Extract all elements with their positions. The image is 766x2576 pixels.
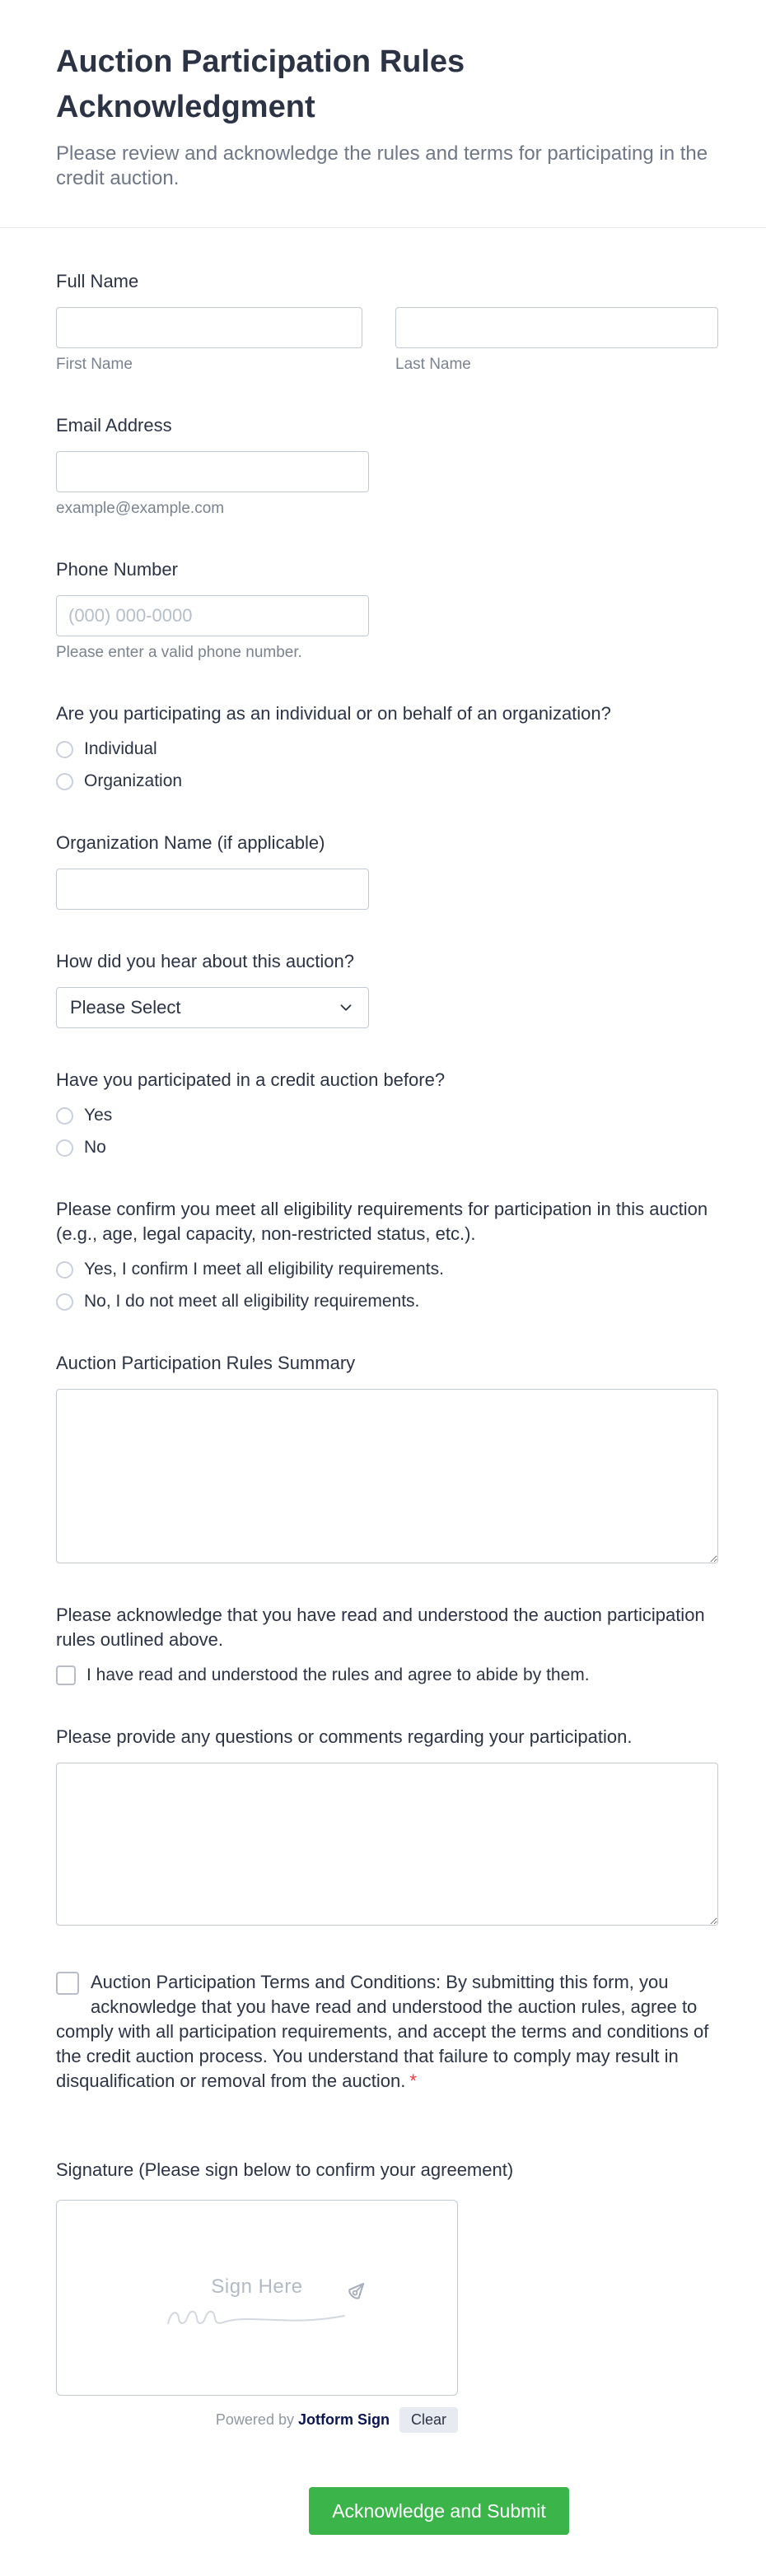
terms-text: Auction Participation Terms and Conditions: By submitting this form, you acknowledge that you have read and understood the auction rules, agree to comply with all participation requirements, and accept the terms and conditions of the credit auction process. You understand that failure to comply may result in disqualification or removal from the auction.: [56, 1972, 709, 2092]
checkbox-label: I have read and understood the rules and agree to abide by them.: [86, 1665, 590, 1685]
last-name-col: [395, 307, 718, 374]
field-eligibility: [56, 1197, 718, 1311]
radio-label: Yes: [84, 1106, 113, 1125]
form-title: Auction Participation Rules Acknowledgment: [56, 44, 465, 125]
hear-about-select[interactable]: [56, 987, 369, 1028]
first-name-col: [56, 307, 362, 374]
phone-label: Phone Number: [56, 559, 178, 580]
signature-placeholder: [158, 2276, 356, 2331]
email-sublabel: example@example.com: [56, 500, 225, 518]
field-email: [56, 413, 718, 518]
clear-signature-button[interactable]: Clear: [399, 2407, 458, 2433]
field-hear-about: [56, 949, 718, 1028]
radio-icon[interactable]: [56, 773, 73, 790]
comments-textarea[interactable]: [56, 1763, 718, 1926]
field-participant-type: [56, 701, 718, 791]
phone-input[interactable]: [56, 595, 369, 636]
signature-squiggle-decoration: [165, 2302, 349, 2331]
signature-pad[interactable]: [56, 2200, 458, 2396]
radio-icon[interactable]: [56, 1107, 73, 1125]
select-value: Please Select: [70, 997, 181, 1018]
acknowledgment-label: Please acknowledge that you have read and understood the auction participation rules outlined above.: [56, 1605, 705, 1651]
field-prior-participation: [56, 1068, 718, 1158]
last-name-sublabel: Last Name: [395, 356, 471, 374]
last-name-input[interactable]: [395, 307, 718, 348]
phone-sublabel: Please enter a valid phone number.: [56, 644, 302, 662]
field-phone: [56, 557, 718, 662]
radio-option-organization[interactable]: [56, 771, 718, 791]
chevron-down-icon: [337, 999, 355, 1017]
name-row: [56, 307, 718, 374]
radio-label: Organization: [84, 771, 183, 791]
eligibility-label: Please confirm you meet all eligibility requirements for participation in this auction (e.g., age, legal capacity, non-restricted status, etc.).: [56, 1199, 708, 1245]
full-name-label: Full Name: [56, 271, 139, 292]
hear-about-label: How did you hear about this auction?: [56, 951, 355, 972]
field-rules-summary: [56, 1351, 718, 1563]
form-body: [0, 228, 766, 2535]
radio-label: No, I do not meet all eligibility requirements.: [84, 1292, 420, 1311]
radio-label: Yes, I confirm I meet all eligibility requirements.: [84, 1260, 444, 1279]
field-acknowledgment: [56, 1603, 718, 1685]
radio-option-no[interactable]: [56, 1138, 718, 1158]
first-name-sublabel: First Name: [56, 356, 133, 374]
radio-label: No: [84, 1138, 106, 1158]
email-input[interactable]: [56, 451, 369, 492]
form-header: [0, 0, 766, 191]
terms-checkbox[interactable]: [56, 1972, 79, 1995]
pen-nib-icon: [341, 2277, 371, 2307]
jotform-sign-brand: Jotform Sign: [297, 2411, 390, 2429]
rules-summary-label: Auction Participation Rules Summary: [56, 1353, 356, 1374]
submit-row: [56, 2487, 766, 2535]
prior-participation-label: Have you participated in a credit auction before?: [56, 1069, 446, 1091]
radio-icon[interactable]: [56, 1293, 73, 1311]
signature-label: Signature (Please sign below to confirm your agreement): [56, 2159, 514, 2181]
first-name-input[interactable]: [56, 307, 362, 348]
submit-button[interactable]: Acknowledge and Submit: [309, 2487, 569, 2535]
radio-option-eligible-yes[interactable]: [56, 1260, 718, 1279]
radio-option-yes[interactable]: [56, 1106, 718, 1125]
field-comments: [56, 1725, 718, 1926]
field-full-name: [56, 269, 718, 374]
comments-label: Please provide any questions or comments regarding your participation.: [56, 1726, 633, 1748]
rules-summary-textarea[interactable]: [56, 1389, 718, 1563]
email-label: Email Address: [56, 415, 172, 436]
sign-here-text: Sign Here: [211, 2276, 303, 2299]
field-terms: [56, 1970, 718, 2094]
signature-footer: [56, 2407, 458, 2433]
participant-type-label: Are you participating as an individual or on behalf of an organization?: [56, 703, 611, 724]
radio-icon[interactable]: [56, 1261, 73, 1279]
field-organization-name: [56, 831, 718, 910]
radio-label: Individual: [84, 739, 157, 759]
form-subtitle: Please review and acknowledge the rules and terms for participating in the credit auction.: [56, 142, 708, 190]
radio-icon[interactable]: [56, 741, 73, 758]
checkbox-option-acknowledge[interactable]: [56, 1665, 718, 1685]
organization-name-label: Organization Name (if applicable): [56, 832, 325, 854]
powered-by-text: [216, 2411, 390, 2429]
radio-icon[interactable]: [56, 1139, 73, 1157]
radio-option-individual[interactable]: [56, 739, 718, 759]
required-asterisk: *: [409, 2071, 417, 2092]
organization-name-input[interactable]: [56, 869, 369, 910]
checkbox-icon[interactable]: [56, 1665, 76, 1685]
field-signature: [56, 2158, 718, 2433]
radio-option-eligible-no[interactable]: [56, 1292, 718, 1311]
powered-by-label: Powered by: [215, 2411, 294, 2429]
